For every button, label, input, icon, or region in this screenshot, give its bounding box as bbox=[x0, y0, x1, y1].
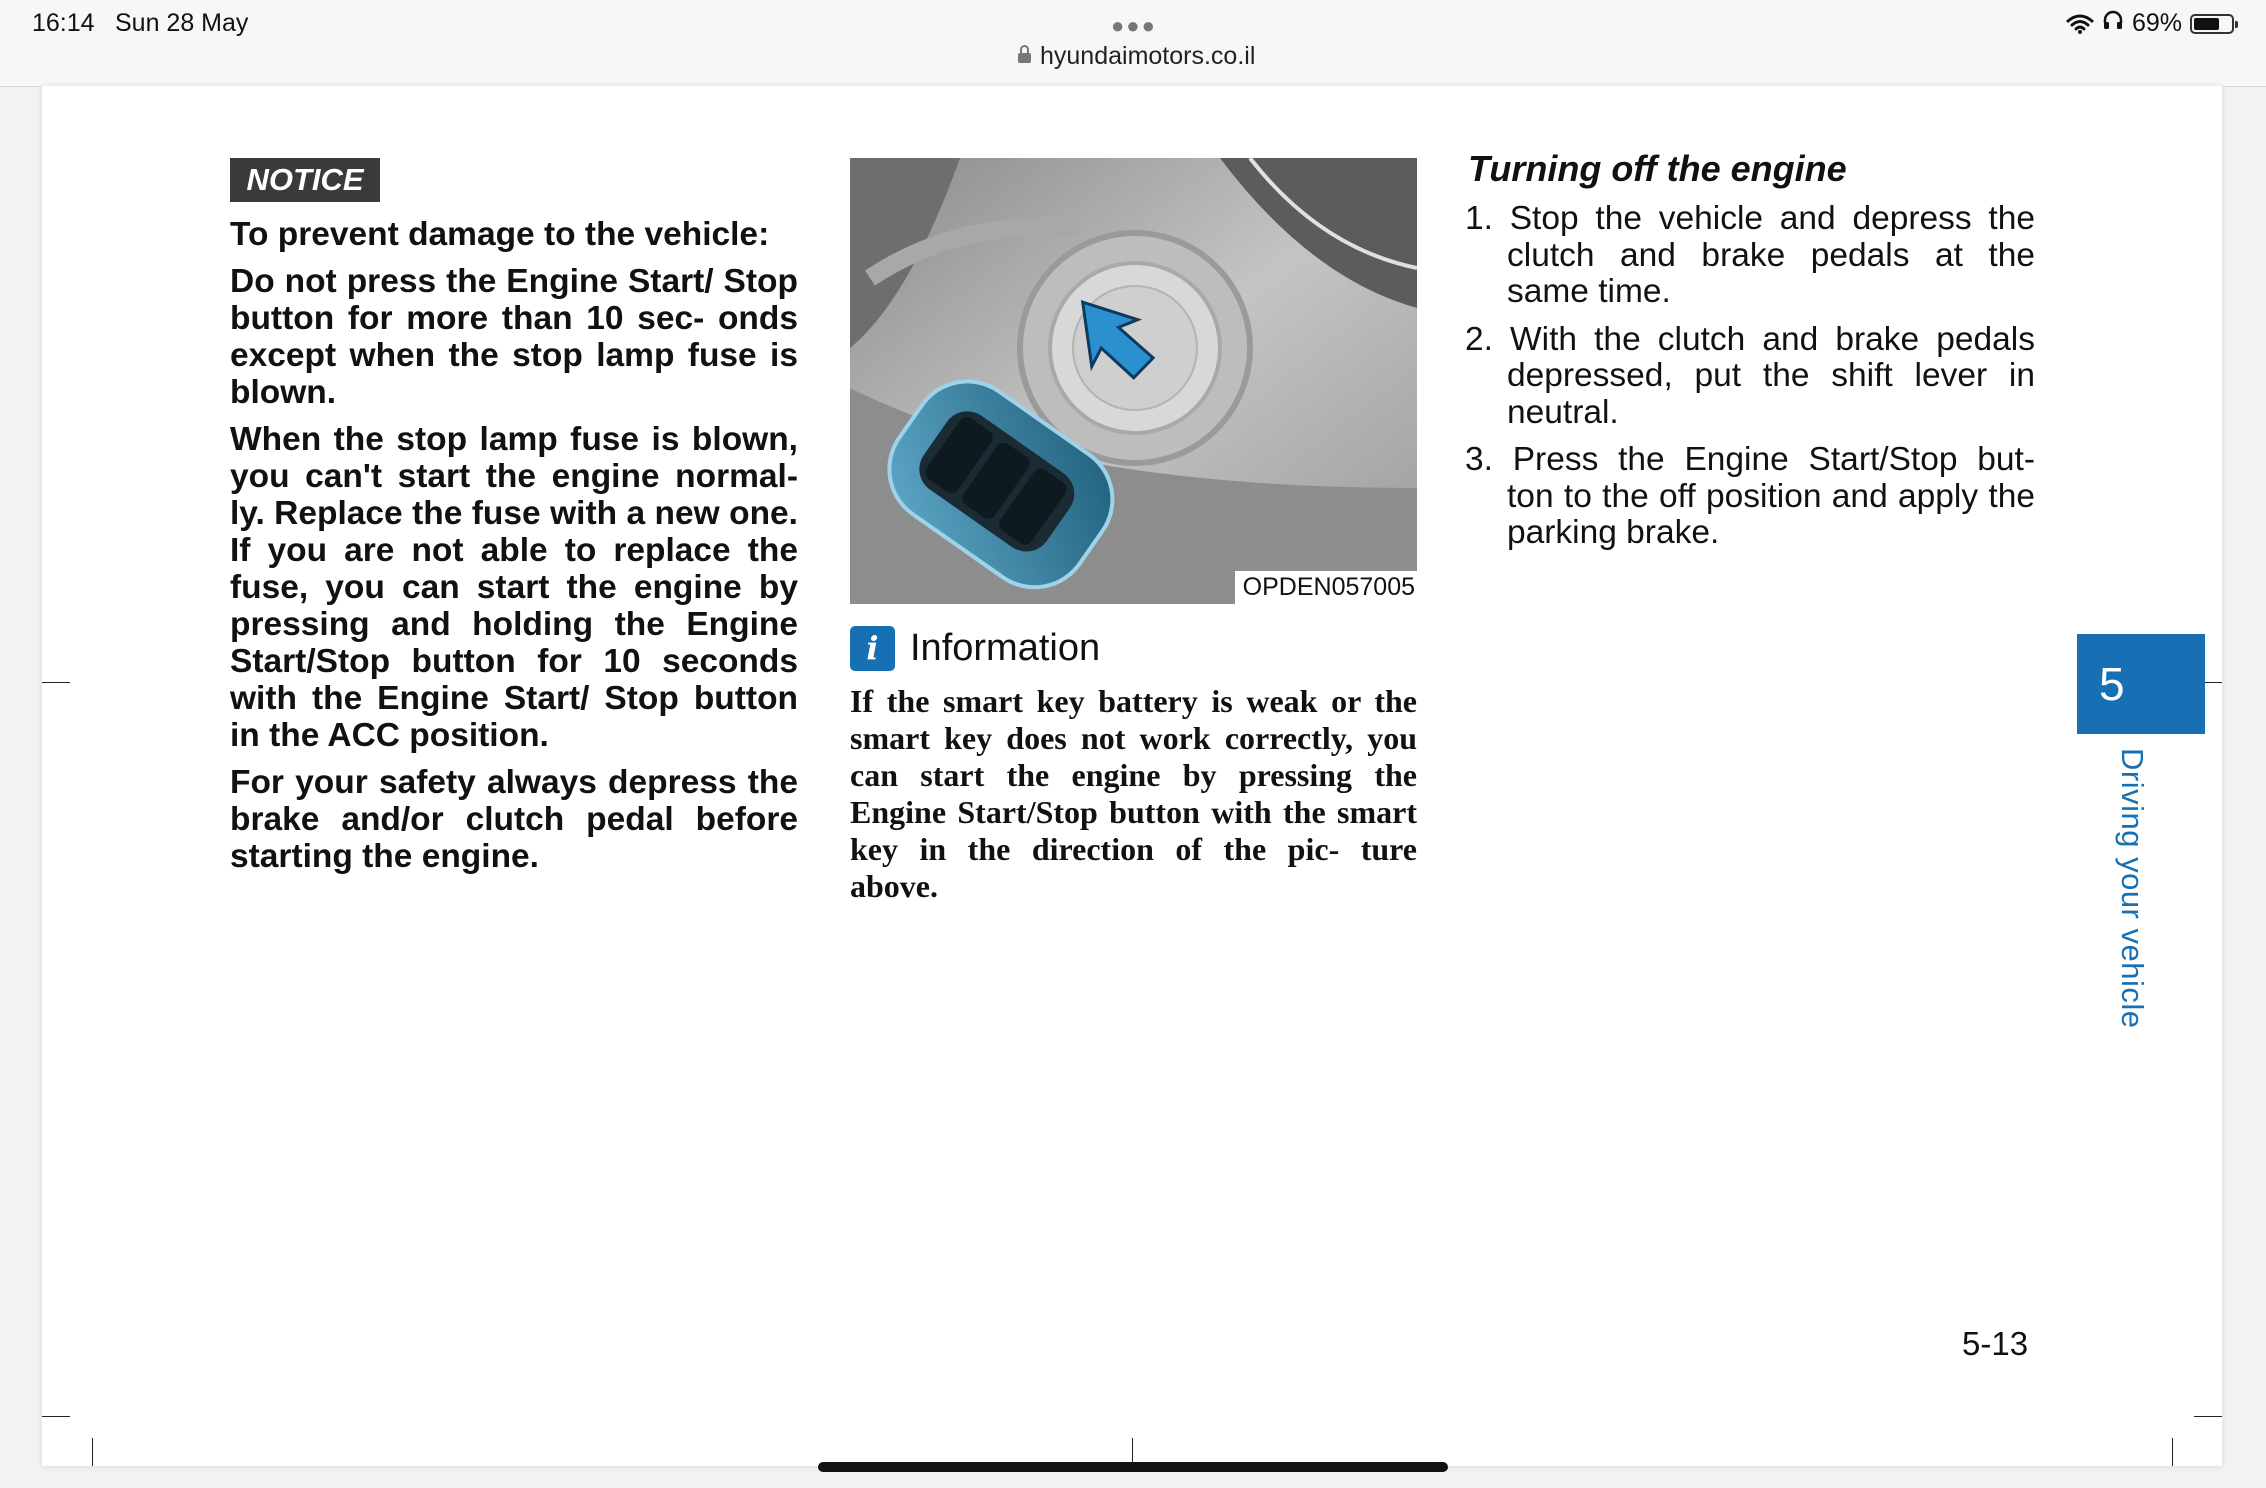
status-time: 16:14 bbox=[32, 9, 95, 37]
chapter-tab-number: 5 bbox=[2077, 634, 2205, 734]
crop-mark bbox=[2194, 1416, 2222, 1417]
section-title: Turning off the engine bbox=[1468, 148, 1847, 189]
url-text: hyundaimotors.co.il bbox=[1040, 42, 1256, 70]
information-text: If the smart key battery is weak or the smart key does not work correctly, you can start the engine by pressing the Engine Start/Stop button with the smart key in the direction of the pic- ture above. bbox=[850, 683, 1417, 904]
information-icon: i bbox=[850, 626, 895, 671]
status-date: Sun 28 May bbox=[115, 9, 249, 37]
step-item: 3. Press the Engine Start/Stop but- ton to the off position and apply the parking brake. bbox=[1465, 441, 2035, 551]
chapter-tab-label: Driving your vehicle bbox=[2115, 748, 2150, 1029]
status-indicators bbox=[2066, 9, 2234, 38]
step-item: 1. Stop the vehicle and depress the clutch and brake pedals at the same time. bbox=[1465, 200, 2035, 310]
notice-paragraph: For your safety always depress the brake and/or clutch pedal before starting the engine. bbox=[230, 764, 798, 875]
address-bar[interactable] bbox=[1018, 42, 1255, 71]
notice-label: NOTICE bbox=[230, 158, 380, 202]
crop-mark bbox=[42, 1416, 70, 1417]
smart-key-illustration bbox=[850, 158, 1417, 604]
status-bar bbox=[0, 0, 2266, 87]
notice-text bbox=[230, 216, 798, 885]
information-title: Information bbox=[910, 627, 1101, 669]
lock-icon bbox=[1018, 53, 1031, 63]
information-heading bbox=[850, 626, 1100, 671]
page-number: 5-13 bbox=[1962, 1325, 2029, 1362]
multitasking-dots-icon[interactable]: ●●● bbox=[1111, 13, 1157, 38]
crop-mark bbox=[92, 1438, 93, 1466]
battery-level bbox=[2194, 18, 2219, 30]
crop-mark bbox=[42, 682, 70, 683]
step-item: 2. With the clutch and brake pedals depressed, put the shift lever in neutral. bbox=[1465, 320, 2035, 431]
wifi-icon bbox=[2066, 14, 2094, 34]
notice-heading: To prevent damage to the vehicle: bbox=[230, 216, 770, 253]
figure-caption: OPDEN057005 bbox=[1235, 571, 1417, 604]
battery-icon bbox=[2190, 14, 2234, 34]
notice-paragraph: Do not press the Engine Start/ Stop button for more than 10 sec- onds except when the stop lamp fuse is blown. bbox=[230, 263, 798, 411]
home-indicator[interactable] bbox=[818, 1462, 1448, 1472]
battery-percent: 69% bbox=[2131, 9, 2182, 37]
notice-paragraph: When the stop lamp fuse is blown, you can't start the engine normal- ly. Replace the fuse with a new one. If you are not able to replace the fuse, you can start the engine by pressing and holding the Engine Start/Stop button for 10 seconds with the Engine Start/ Stop button in the ACC position. bbox=[230, 421, 798, 754]
headphones-icon bbox=[2102, 9, 2124, 38]
crop-mark bbox=[2172, 1438, 2173, 1466]
steps-list bbox=[1465, 201, 2035, 563]
